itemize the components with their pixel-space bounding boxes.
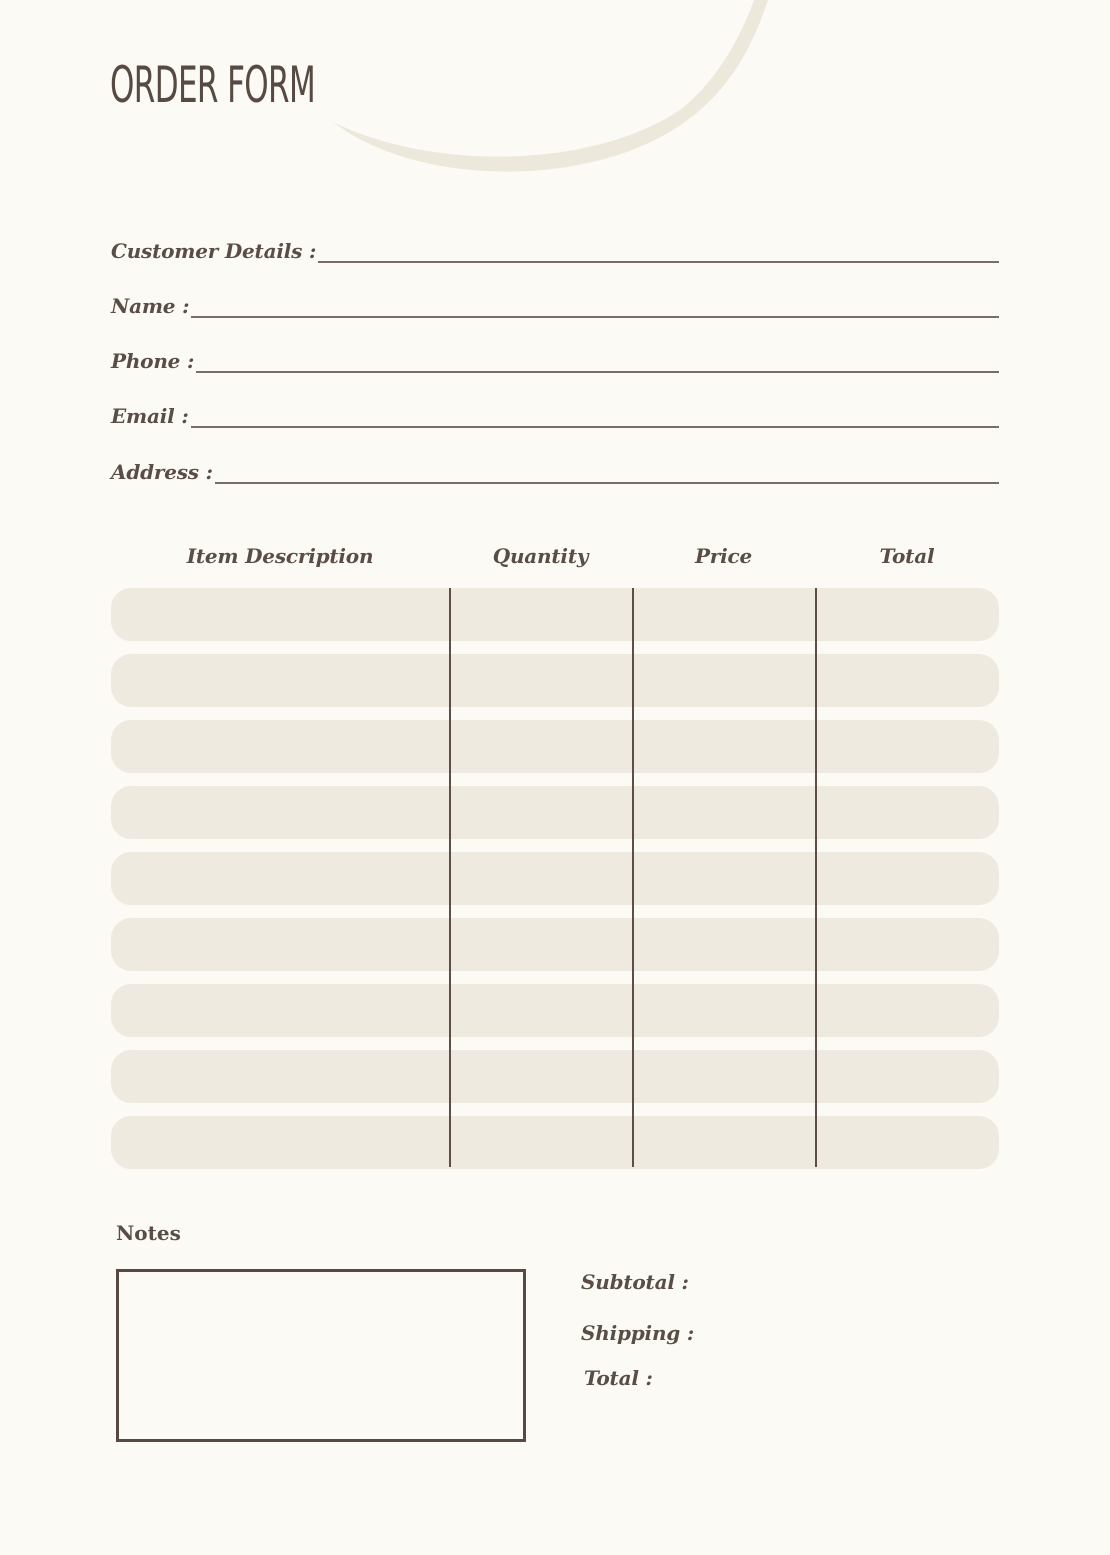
table-row[interactable] <box>111 918 999 971</box>
table-row[interactable] <box>111 984 999 1037</box>
table-row[interactable] <box>111 786 999 839</box>
table-row[interactable] <box>111 1116 999 1169</box>
customer-details-line[interactable] <box>318 261 999 263</box>
email-field[interactable] <box>111 406 999 426</box>
address-field[interactable] <box>111 462 999 482</box>
email-line[interactable] <box>191 426 999 428</box>
column-divider <box>815 588 817 1167</box>
total-label: Total : <box>584 1366 653 1390</box>
notes-box[interactable] <box>116 1269 526 1442</box>
customer-details-label: Customer Details : <box>111 239 317 263</box>
address-line[interactable] <box>215 482 999 484</box>
shipping-label: Shipping : <box>581 1321 695 1345</box>
table-row[interactable] <box>111 588 999 641</box>
table-row[interactable] <box>111 720 999 773</box>
table-row[interactable] <box>111 654 999 707</box>
phone-label: Phone : <box>111 349 195 373</box>
subtotal-label: Subtotal : <box>581 1270 689 1294</box>
name-field[interactable] <box>111 296 999 316</box>
page-title: ORDER FORM <box>110 56 316 114</box>
phone-field[interactable] <box>111 351 999 371</box>
address-label: Address : <box>111 460 213 484</box>
column-header-quantity: Quantity <box>492 544 589 568</box>
customer-details-field[interactable] <box>111 241 999 261</box>
column-divider <box>449 588 451 1167</box>
column-divider <box>632 588 634 1167</box>
table-row[interactable] <box>111 852 999 905</box>
table-row[interactable] <box>111 1050 999 1103</box>
name-line[interactable] <box>191 316 999 318</box>
email-label: Email : <box>111 404 189 428</box>
name-label: Name : <box>111 294 190 318</box>
column-header-item-description: Item Description <box>186 544 374 568</box>
column-header-total: Total <box>879 544 935 568</box>
notes-label: Notes <box>116 1221 181 1245</box>
column-header-price: Price <box>694 544 753 568</box>
order-table <box>111 588 999 1182</box>
phone-line[interactable] <box>196 371 999 373</box>
